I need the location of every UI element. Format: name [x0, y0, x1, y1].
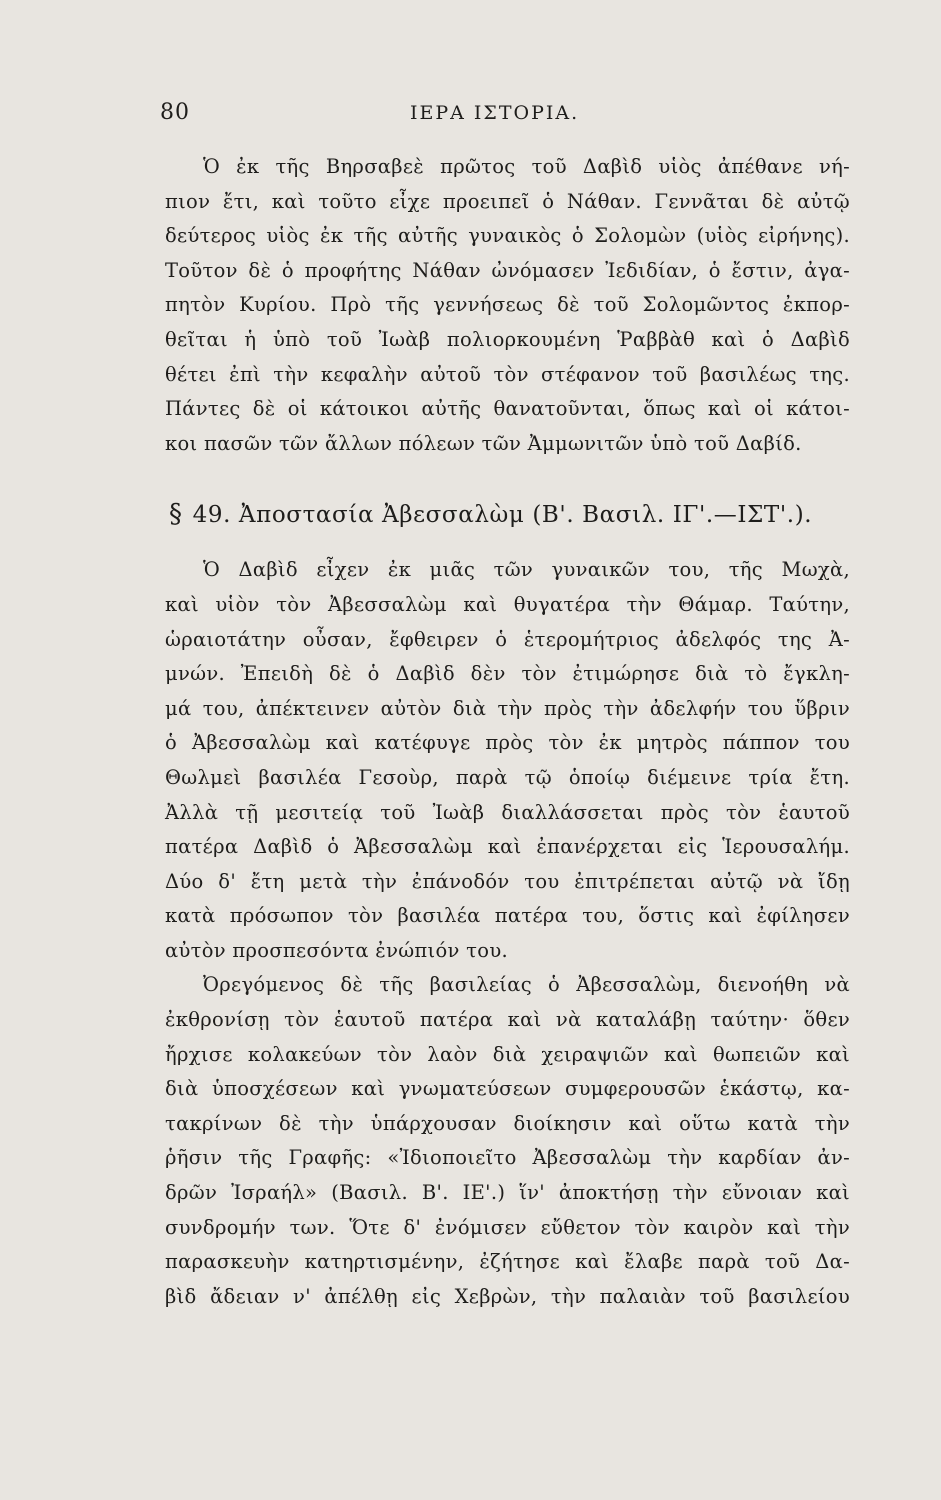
section-heading [165, 479, 850, 549]
text-line: Τοῦτον δὲ ὁ προφήτης Νάθαν ὠνόμασεν Ἰεδιδίαν, ὁ ἔστιν, ἀγα- [165, 258, 850, 282]
text-line: βὶδ ἄδειαν ν' ἀπέλθῃ εἰς Χεβρὼν, τὴν παλαιὰν τοῦ βασιλείου [165, 1284, 850, 1308]
text-line: Δύο δ' ἔτη μετὰ τὴν ἐπάνοδόν του ἐπιτρέπεται αὐτῷ νὰ ἴδῃ [165, 869, 850, 893]
text-line: Ἀλλὰ τῇ μεσιτείᾳ τοῦ Ἰωὰβ διαλλάσσεται πρὸς τὸν ἑαυτοῦ [165, 800, 850, 824]
text-line: ὡραιοτάτην οὖσαν, ἔφθειρεν ὁ ἑτερομήτριος ἀδελφός της Ἀ- [165, 627, 850, 651]
page-header [160, 100, 850, 134]
text-line: κατὰ πρόσωπον τὸν βασιλέα πατέρα του, ὅστις καὶ ἐφίλησεν [165, 904, 850, 928]
text-line: διὰ ὑποσχέσεων καὶ γνωματεύσεων συμφερουσῶν ἑκάστῳ, κα- [165, 1077, 850, 1101]
text-line: δρῶν Ἰσραήλ» (Βασιλ. Β'. ΙΕ'.) ἵν' ἀποκτήσῃ τὴν εὔνοιαν καὶ [165, 1181, 850, 1205]
body-text [165, 150, 850, 1314]
text-line: ἐκθρονίσῃ τὸν ἑαυτοῦ πατέρα καὶ νὰ καταλάβῃ ταύτην· ὅθεν [165, 1008, 850, 1032]
text-line: συνδρομήν των. Ὅτε δ' ἐνόμισεν εὔθετον τὸν καιρὸν καὶ τὴν [165, 1215, 850, 1239]
section-title: 49. Ἀποστασία Ἀβεσσαλὼμ (Β'. Βασιλ. ΙΓ'.—ΙΣΤ'.). [192, 502, 813, 529]
text-line: Ὁ ἐκ τῆς Βηρσαβεὲ πρῶτος τοῦ Δαβὶδ υἱὸς ἀπέθανε νή- [203, 155, 850, 178]
text-line: καὶ υἱὸν τὸν Ἀβεσσαλὼμ καὶ θυγατέρα τὴν Θάμαρ. Ταύτην, [165, 592, 850, 616]
text-line: Ὁ Δαβὶδ εἶχεν ἐκ μιᾶς τῶν γυναικῶν του, τῆς Μωχὰ, [203, 558, 850, 582]
text-line: δεύτερος υἱὸς ἐκ τῆς αὐτῆς γυναικὸς ὁ Σολομὼν (υἱὸς εἰρήνης). [165, 224, 850, 248]
text-line: παρασκευὴν κατηρτισμένην, ἐζήτησε καὶ ἔλαβε παρὰ τοῦ Δα- [165, 1250, 850, 1274]
text-line: Πάντες δὲ οἱ κάτοικοι αὐτῆς θανατοῦνται, ὅπως καὶ οἱ κάτοι- [165, 397, 850, 421]
paragraph-3 [165, 968, 850, 1314]
text-line: πιον ἔτι, καὶ τοῦτο εἶχε προειπεῖ ὁ Νάθαν. Γεννᾶται δὲ αὐτῷ [165, 189, 850, 213]
text-line: Ὀρεγόμενος δὲ τῆς βασιλείας ὁ Ἀβεσσαλὼμ, διενοήθη νὰ [203, 973, 850, 997]
text-line: ἤρχισε κολακεύων τὸν λαὸν διὰ χειραψιῶν καὶ θωπειῶν καὶ [165, 1042, 850, 1066]
page-number: 80 [160, 100, 190, 125]
text-line: πατέρα Δαβὶδ ὁ Ἀβεσσαλὼμ καὶ ἐπανέρχεται εἰς Ἱερουσαλήμ. [165, 835, 850, 859]
text-line: θεῖται ἡ ὑπὸ τοῦ Ἰωὰβ πολιορκουμένη Ῥαββὰθ καὶ ὁ Δαβὶδ [165, 327, 850, 351]
text-line: τακρίνων δὲ τὴν ὑπάρχουσαν διοίκησιν καὶ οὕτω κατὰ τὴν [165, 1111, 850, 1135]
text-line: κοι πασῶν τῶν ἄλλων πόλεων τῶν Ἀμμωνιτῶν ὑπὸ τοῦ Δαβίδ. [165, 431, 802, 455]
text-line: ῥῆσιν τῆς Γραφῆς: «Ἰδιοποιεῖτο Ἀβεσσαλὼμ τὴν καρδίαν ἀν- [165, 1146, 850, 1170]
paragraph-2 [165, 553, 850, 968]
running-head: ΙΕΡΑ ΙΣΤΟΡΙΑ. [410, 102, 580, 124]
text-line: μά του, ἀπέκτεινεν αὐτὸν διὰ τὴν πρὸς τὴν ἀδελφήν του ὕβριν [165, 696, 850, 720]
text-line: ὁ Ἀβεσσαλὼμ καὶ κατέφυγε πρὸς τὸν ἐκ μητρὸς πάππον του [165, 731, 850, 755]
text-line: θέτει ἐπὶ τὴν κεφαλὴν αὐτοῦ τὸν στέφανον τοῦ βασιλέως της. [165, 362, 850, 386]
section-mark: § [169, 499, 183, 530]
paragraph-1 [165, 150, 850, 461]
text-line: Θωλμεὶ βασιλέα Γεσοὺρ, παρὰ τῷ ὁποίῳ διέμεινε τρία ἔτη. [165, 765, 850, 789]
text-line: αὐτὸν προσπεσόντα ἐνώπιόν του. [165, 938, 508, 962]
text-line: πητὸν Κυρίου. Πρὸ τῆς γεννήσεως δὲ τοῦ Σολομῶντος ἐκπορ- [165, 293, 850, 317]
text-line: μνών. Ἐπειδὴ δὲ ὁ Δαβὶδ δὲν τὸν ἐτιμώρησε διὰ τὸ ἔγκλη- [165, 662, 850, 686]
